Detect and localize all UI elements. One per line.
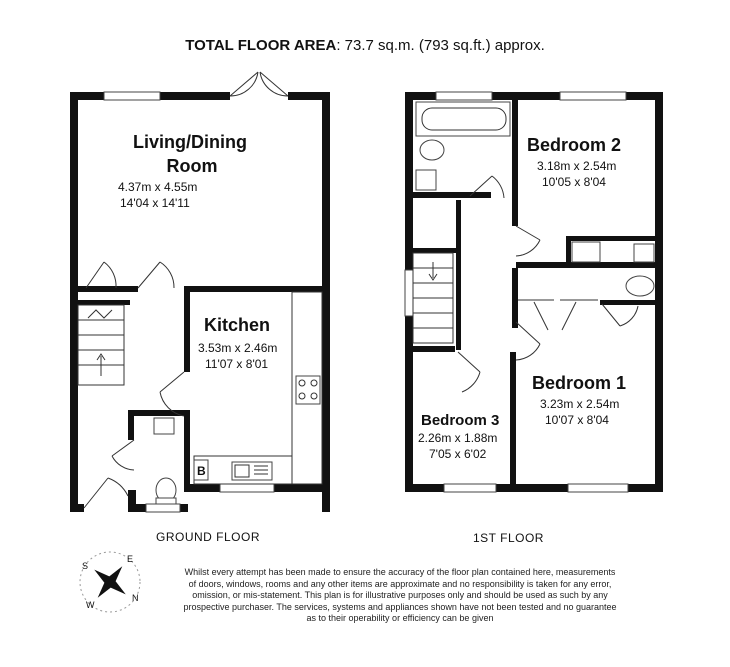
- bedroom2-metric: 3.18m x 2.54m: [537, 159, 617, 173]
- kitchen-name: Kitchen: [204, 315, 271, 335]
- bedroom1-name: Bedroom 1: [532, 373, 627, 393]
- compass-east: E: [127, 554, 134, 564]
- ff-wall-bath-right: [512, 100, 518, 226]
- ff-window-bed3: [444, 484, 496, 492]
- ff-toilet: [420, 140, 444, 160]
- ground-floor-label: GROUND FLOOR: [156, 530, 261, 544]
- kitchen-metric: 3.53m x 2.46m: [198, 341, 278, 355]
- ff-window-landing: [405, 270, 413, 316]
- ff-wall-right: [655, 92, 663, 492]
- ensuite-toilet: [626, 276, 654, 296]
- ff-window-bath: [436, 92, 492, 100]
- gf-wall-stair: [78, 300, 130, 305]
- living-room-name-line1: Living/Dining: [133, 132, 247, 152]
- ff-wall-bed2-bottom: [516, 262, 662, 268]
- ff-basin: [416, 170, 436, 190]
- gf-door-kitchen: [160, 372, 184, 416]
- gf-door-wc: [112, 440, 134, 470]
- gf-window-wc: [146, 504, 180, 512]
- bedroom2-name: Bedroom 2: [527, 135, 622, 155]
- ff-wall-bath-bottom: [413, 192, 491, 198]
- gf-wall-kitchen-left-lower: [184, 416, 190, 492]
- gf-window-top: [104, 92, 160, 100]
- bath: [416, 102, 510, 136]
- ff-door-bed3: [458, 352, 480, 392]
- hob: [296, 376, 320, 404]
- total-floor-area-value: : 73.7 sq.m. (793 sq.ft.) approx.: [336, 37, 545, 54]
- ff-door-bed1: [516, 322, 540, 360]
- ff-window-bed1: [568, 484, 628, 492]
- bedroom1-imperial: 10'07 x 8'04: [545, 413, 609, 427]
- ff-wall-bed1-top: [600, 300, 658, 305]
- first-floor-label: 1ST FLOOR: [473, 531, 544, 545]
- compass-north: N: [132, 593, 139, 603]
- gf-door-living-1: [86, 262, 116, 288]
- bedroom3-metric: 2.26m x 1.88m: [418, 431, 498, 445]
- gf-basin: [154, 418, 174, 434]
- bedroom2-imperial: 10'05 x 8'04: [542, 175, 606, 189]
- gf-door-living-2: [138, 262, 174, 288]
- compass-south: S: [82, 561, 89, 571]
- shower: [572, 242, 600, 262]
- gf-wall-right: [322, 92, 330, 512]
- bedroom3-name: Bedroom 3: [421, 412, 500, 429]
- total-floor-area-label: TOTAL FLOOR AREA: [185, 37, 337, 54]
- wardrobe-doors: [518, 300, 598, 330]
- ff-window-bed2: [560, 92, 626, 100]
- gf-toilet-cistern: [156, 498, 176, 504]
- gf-wall-living-kitchen: [184, 286, 330, 292]
- boiler-symbol: B: [197, 464, 206, 478]
- gf-wall-left-upper: [70, 92, 78, 304]
- ff-stairs: [413, 253, 453, 343]
- gf-window-kitchen: [220, 484, 274, 492]
- ff-door-bed2: [516, 226, 540, 256]
- compass-west: W: [86, 600, 95, 610]
- disclaimer-text: Whilst every attempt has been made to ensure the accuracy of the floor plan contained here, measurements of doors, windows, rooms and any other items are approximate and no responsibility is taken for any error, omission, or mis-statement. This plan is for illustrative purposes only and should be used as such by any prospective purchaser. The services, systems and appliances shown have not been tested and no guarantee as to their operability or efficiency can be given: [183, 567, 617, 623]
- ff-wall-ens-top: [566, 236, 658, 241]
- gf-door-front: [84, 478, 128, 508]
- bedroom1-metric: 3.23m x 2.54m: [540, 397, 620, 411]
- gf-stairs: [78, 305, 124, 385]
- living-room-name-line2: Room: [166, 156, 218, 176]
- ensuite-basin: [634, 244, 654, 262]
- kitchen-imperial: 11'07 x 8'01: [205, 357, 269, 371]
- ff-wall-wardrobe-left: [512, 268, 518, 328]
- living-room-imperial: 14'04 x 14'11: [120, 196, 190, 210]
- living-room-metric: 4.37m x 4.55m: [118, 180, 198, 194]
- bedroom3-imperial: 7'05 x 6'02: [429, 447, 487, 461]
- gf-wall-bottom-left: [70, 504, 84, 512]
- gf-wall-kitchen-left: [184, 286, 190, 372]
- ff-door-ensuite: [602, 304, 638, 326]
- gf-wall-left-lower: [70, 300, 78, 512]
- ff-wall-bed3-right: [510, 352, 516, 484]
- ff-wall-cupboard-right: [456, 200, 461, 350]
- gf-wall-wc-left: [128, 410, 134, 440]
- ff-wall-bed3-top: [413, 346, 455, 352]
- ff-wall-cupboard: [413, 248, 461, 253]
- compass-icon: [80, 552, 140, 612]
- gf-french-doors: [230, 72, 288, 96]
